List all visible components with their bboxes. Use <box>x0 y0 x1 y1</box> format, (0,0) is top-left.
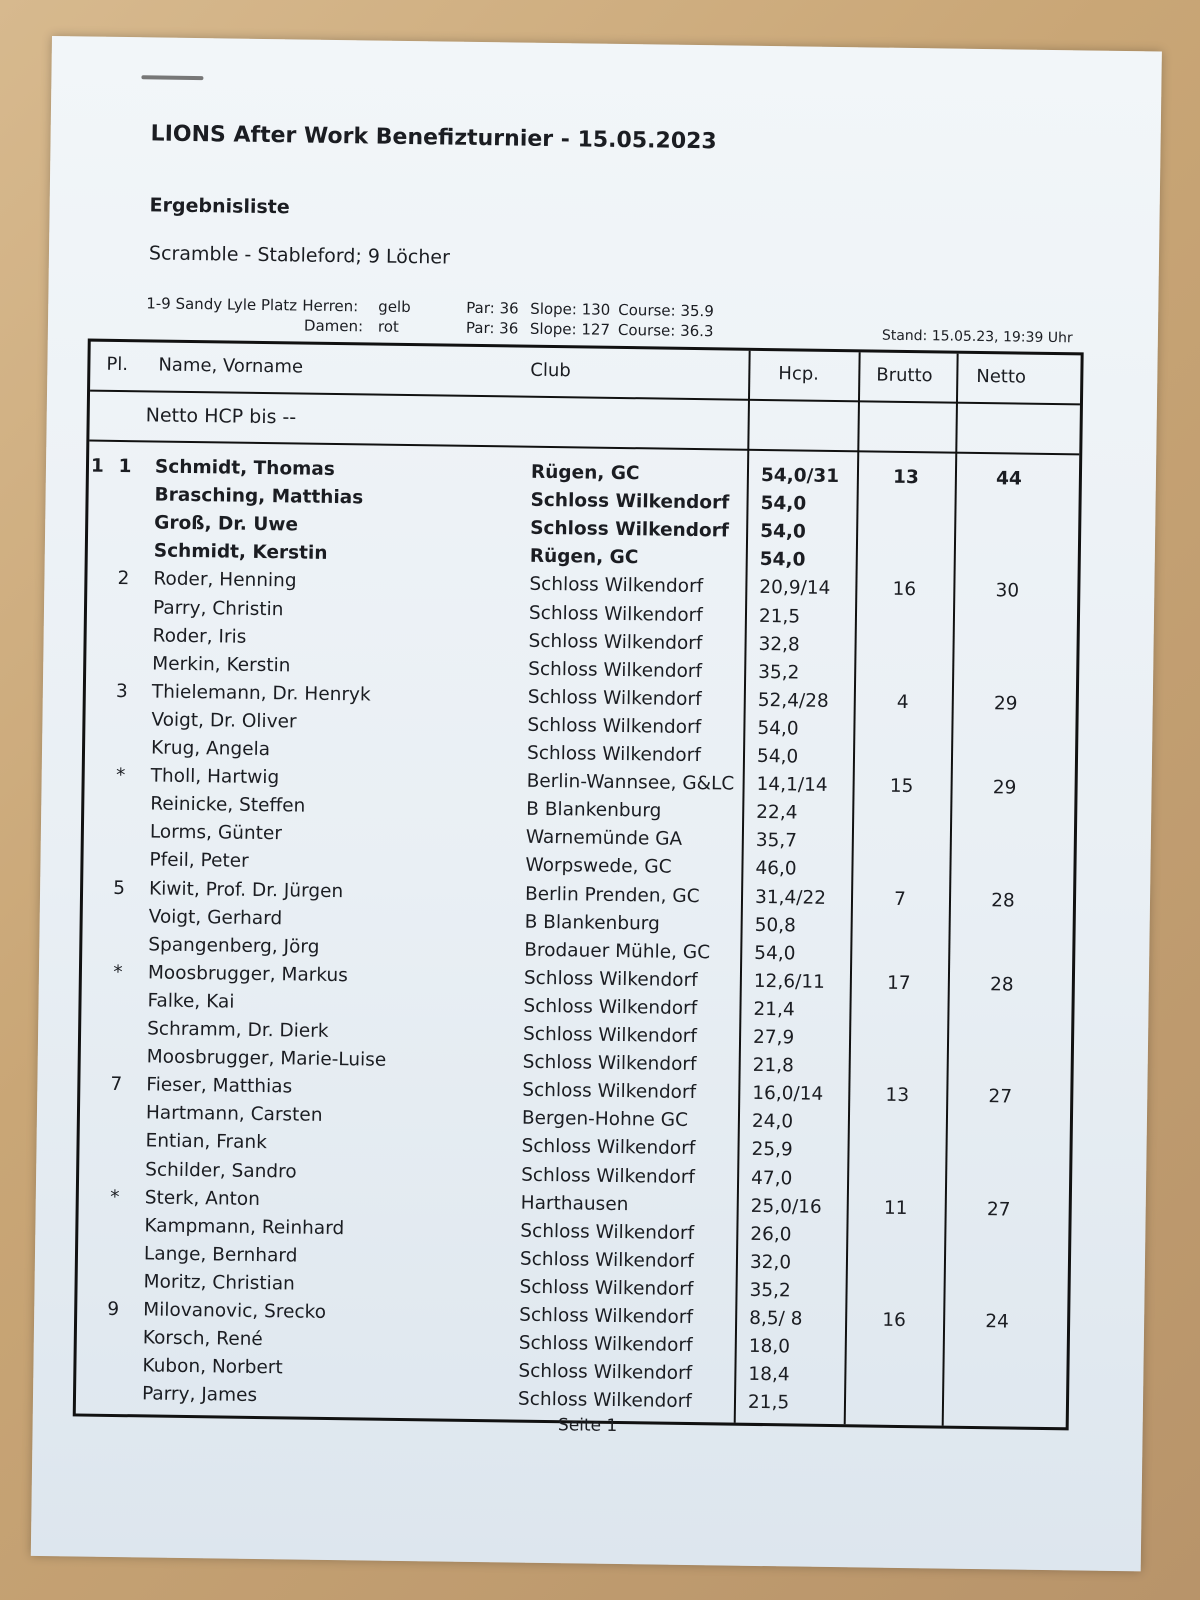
slope-herren: Slope: 130 <box>530 299 611 319</box>
name-cell: Spangenberg, Jörg <box>148 934 320 958</box>
par-herren: Par: 36 <box>466 298 519 318</box>
name-cell: Lorms, Günter <box>149 821 283 845</box>
hcp-cell: 31,4/22 <box>754 886 827 909</box>
netto-cell <box>954 833 1054 834</box>
netto-cell <box>950 1142 1050 1143</box>
brutto-cell <box>853 1056 943 1057</box>
brutto-cell <box>850 1225 940 1226</box>
club-cell: Bergen-Hohne GC <box>521 1107 689 1132</box>
netto-cell <box>949 1170 1049 1171</box>
name-cell: Falke, Kai <box>147 990 235 1013</box>
place-cell: 5 <box>113 877 126 899</box>
brutto-cell <box>849 1365 939 1366</box>
hcp-cell: 32,8 <box>758 633 800 656</box>
hcp-cell: 54,0 <box>754 942 796 965</box>
rating-damen: Course: 36.3 <box>617 320 714 341</box>
hcp-cell: 22,4 <box>756 802 798 824</box>
club-cell: Schloss Wilkendorf <box>519 1304 694 1329</box>
name-cell: Hartmann, Carsten <box>145 1102 323 1127</box>
club-cell: Schloss Wilkendorf <box>530 489 730 514</box>
col-header-pl: Pl. <box>106 353 129 376</box>
club-cell: Schloss Wilkendorf <box>530 517 730 542</box>
hcp-cell: 8,5/ 8 <box>749 1307 803 1330</box>
tee-color-damen: rot <box>377 317 400 336</box>
netto-cell <box>947 1339 1047 1340</box>
hcp-cell: 32,0 <box>749 1251 792 1274</box>
hcp-cell: 14,1/14 <box>756 774 828 796</box>
netto-cell <box>946 1395 1046 1396</box>
brutto-cell <box>861 494 951 495</box>
brutto-cell <box>850 1253 940 1254</box>
place-cell: 7 <box>110 1074 123 1096</box>
club-cell: Berlin Prenden, GC <box>524 883 700 907</box>
hcp-cell: 46,0 <box>755 858 797 880</box>
netto-cell: 28 <box>989 973 1014 996</box>
course-name: 1-9 Sandy Lyle Platz <box>146 294 298 315</box>
club-cell: Rügen, GC <box>530 461 640 485</box>
brutto-cell <box>858 719 948 720</box>
hcp-cell: 54,0/31 <box>760 464 840 488</box>
name-cell: Moritz, Christian <box>143 1271 295 1295</box>
brutto-cell <box>852 1113 942 1114</box>
name-cell: Schmidt, Kerstin <box>153 540 328 565</box>
place-cell: * <box>110 1186 120 1208</box>
hcp-cell: 54,0 <box>760 521 806 543</box>
netto-cell <box>954 861 1054 862</box>
name-cell: Reinicke, Steffen <box>150 793 306 817</box>
tee-label-damen: Damen: <box>303 316 364 336</box>
name-cell: Milovanovic, Srecko <box>143 1299 327 1323</box>
hcp-cell: 21,5 <box>747 1392 790 1414</box>
brutto-cell: 13 <box>885 1084 910 1107</box>
brutto-cell <box>854 944 944 945</box>
brutto-cell: 4 <box>896 691 909 713</box>
club-cell: Harthausen <box>520 1192 629 1215</box>
hcp-cell: 21,8 <box>752 1054 795 1077</box>
name-cell: Voigt, Dr. Oliver <box>151 709 297 733</box>
netto-cell <box>956 721 1056 722</box>
name-cell: Lange, Bernhard <box>143 1243 298 1267</box>
club-cell: Schloss Wilkendorf <box>527 686 702 710</box>
club-cell: Schloss Wilkendorf <box>520 1220 695 1244</box>
document-subtitle: Ergebnisliste <box>149 194 290 219</box>
timestamp: Stand: 15.05.23, 19:39 Uhr <box>881 327 1073 347</box>
club-cell: B Blankenburg <box>526 798 662 822</box>
netto-hcp-label: Netto HCP bis -- <box>145 404 297 429</box>
place-cell: * <box>113 961 123 983</box>
tournament-format: Scramble - Stableford; 9 Löcher <box>148 242 451 269</box>
netto-cell: 29 <box>992 777 1017 799</box>
hcp-cell: 21,5 <box>758 605 801 628</box>
club-cell: Schloss Wilkendorf <box>526 742 701 767</box>
hcp-cell: 47,0 <box>750 1167 793 1189</box>
hcp-cell: 25,9 <box>751 1139 793 1161</box>
club-cell: Schloss Wilkendorf <box>521 1136 696 1160</box>
netto-cell <box>955 749 1055 750</box>
place-cell: 2 <box>117 568 130 590</box>
name-cell: Parry, Christin <box>152 596 284 620</box>
brutto-cell <box>859 607 949 608</box>
par-damen: Par: 36 <box>465 318 519 338</box>
hcp-cell: 20,9/14 <box>759 577 831 600</box>
netto-cell <box>956 664 1056 665</box>
name-cell: Korsch, René <box>142 1327 263 1351</box>
hcp-cell: 50,8 <box>754 914 797 937</box>
name-cell: Voigt, Gerhard <box>148 906 283 929</box>
netto-cell <box>957 636 1057 637</box>
name-cell: Tholl, Hartwig <box>150 765 280 789</box>
col-header-netto: Netto <box>976 365 1027 388</box>
name-cell: Moosbrugger, Markus <box>147 962 349 987</box>
course-info <box>146 293 786 342</box>
hcp-cell: 16,0/14 <box>752 1083 824 1106</box>
club-cell: Schloss Wilkendorf <box>519 1276 694 1300</box>
hcp-cell: 24,0 <box>751 1111 794 1133</box>
club-cell: Schloss Wilkendorf <box>523 967 698 991</box>
hcp-cell: 54,0 <box>760 493 807 515</box>
name-cell: Roder, Henning <box>153 568 297 592</box>
hcp-cell: 18,0 <box>748 1335 791 1358</box>
netto-cell <box>954 805 1054 806</box>
club-cell: Berlin-Wannsee, G&LC <box>526 770 735 795</box>
staple-mark <box>141 75 203 80</box>
netto-cell <box>948 1226 1048 1227</box>
name-cell: Entian, Frank <box>145 1130 268 1154</box>
name-cell: Kampmann, Reinhard <box>144 1215 345 1239</box>
brutto-cell <box>853 1028 943 1029</box>
brutto-cell <box>856 803 946 804</box>
netto-cell <box>948 1283 1048 1284</box>
club-cell: Schloss Wilkendorf <box>522 1079 697 1104</box>
col-header-club: Club <box>530 359 571 382</box>
club-cell: Schloss Wilkendorf <box>517 1388 692 1413</box>
club-cell: B Blankenburg <box>524 911 660 935</box>
col-header-hcp: Hcp. <box>778 363 820 385</box>
brutto-cell <box>851 1169 941 1170</box>
brutto-cell <box>856 832 946 833</box>
hcp-cell: 35,7 <box>755 830 798 852</box>
hcp-cell: 35,2 <box>758 661 800 684</box>
netto-cell <box>947 1367 1047 1368</box>
brutto-cell <box>859 635 949 636</box>
club-cell: Schloss Wilkendorf <box>528 602 703 626</box>
name-cell: Roder, Iris <box>152 625 247 648</box>
brutto-cell <box>848 1394 938 1395</box>
col-header-name: Name, Vorname <box>158 354 304 378</box>
brutto-cell: 15 <box>889 775 914 798</box>
club-cell: Schloss Wilkendorf <box>518 1360 693 1385</box>
club-cell: Schloss Wilkendorf <box>528 630 703 654</box>
brutto-cell <box>856 860 946 861</box>
netto-cell <box>958 524 1058 525</box>
name-cell: Kubon, Norbert <box>142 1355 283 1379</box>
name-cell: Schmidt, Thomas <box>154 456 336 480</box>
place-cell: 9 <box>107 1298 120 1321</box>
netto-cell <box>958 552 1058 553</box>
hcp-cell: 54,0 <box>756 745 799 768</box>
brutto-cell <box>852 1141 942 1142</box>
netto-cell: 28 <box>991 889 1015 912</box>
netto-cell: 29 <box>993 693 1018 715</box>
name-cell: Groß, Dr. Uwe <box>154 512 299 536</box>
result-sheet <box>31 36 1162 1571</box>
name-cell: Sterk, Anton <box>144 1187 261 1210</box>
brutto-cell: 16 <box>882 1309 907 1332</box>
club-cell: Schloss Wilkendorf <box>527 714 702 739</box>
brutto-cell <box>860 551 950 552</box>
club-cell: Schloss Wilkendorf <box>522 1051 697 1076</box>
col-header-brutto: Brutto <box>876 364 933 387</box>
slope-damen: Slope: 127 <box>529 319 611 339</box>
name-cell: Fieser, Matthias <box>146 1074 293 1098</box>
brutto-cell: 16 <box>892 579 917 601</box>
place-cell: * <box>115 765 126 787</box>
netto-cell <box>950 1114 1050 1115</box>
brutto-cell <box>857 747 947 748</box>
hcp-cell: 54,0 <box>759 549 806 571</box>
netto-cell: 27 <box>988 1086 1013 1108</box>
place-cell: 3 <box>115 680 128 702</box>
name-cell: Krug, Angela <box>150 737 271 761</box>
name-cell: Merkin, Kerstin <box>152 653 291 677</box>
netto-cell <box>952 1002 1052 1003</box>
tee-color-herren: gelb <box>378 297 411 317</box>
club-cell: Schloss Wilkendorf <box>518 1332 693 1357</box>
club-cell: Schloss Wilkendorf <box>523 995 698 1019</box>
brutto-cell <box>855 916 945 917</box>
page-footer: Seite 1 <box>557 1415 618 1437</box>
netto-cell <box>957 608 1057 609</box>
brutto-cell <box>850 1281 940 1282</box>
netto-cell <box>959 496 1059 497</box>
name-cell: Moosbrugger, Marie-Luise <box>146 1046 387 1071</box>
club-cell: Schloss Wilkendorf <box>528 658 703 682</box>
hcp-cell: 35,2 <box>749 1279 791 1302</box>
netto-cell <box>952 945 1052 946</box>
netto-cell <box>953 917 1053 918</box>
name-cell: Schilder, Sandro <box>145 1158 297 1183</box>
document-title: LIONS After Work Benefizturnier - 15.05.2023 <box>150 121 717 155</box>
brutto-cell: 17 <box>886 972 911 994</box>
netto-cell: 30 <box>995 580 1020 602</box>
name-cell: Schramm, Dr. Dierk <box>146 1018 329 1042</box>
brutto-cell: 7 <box>893 888 907 910</box>
brutto-cell: 13 <box>892 466 919 489</box>
hcp-cell: 18,4 <box>748 1364 790 1386</box>
brutto-cell <box>858 663 948 664</box>
club-cell: Schloss Wilkendorf <box>519 1248 694 1272</box>
place-cell: 1 <box>118 455 132 478</box>
club-cell: Brodauer Mühle, GC <box>524 939 711 963</box>
club-cell: Schloss Wilkendorf <box>529 574 704 598</box>
club-cell: Warnemünde GA <box>525 826 683 851</box>
club-cell: Rügen, GC <box>529 546 639 569</box>
hcp-cell: 27,9 <box>752 1026 795 1049</box>
netto-cell: 44 <box>995 468 1022 490</box>
netto-cell <box>951 1030 1051 1031</box>
hcp-cell: 26,0 <box>750 1223 792 1246</box>
netto-cell: 24 <box>985 1311 1010 1333</box>
club-cell: Worpswede, GC <box>525 855 672 879</box>
name-cell: Kiwit, Prof. Dr. Jürgen <box>148 877 344 902</box>
netto-cell <box>951 1058 1051 1059</box>
name-cell: Pfeil, Peter <box>149 849 249 873</box>
hcp-cell: 21,4 <box>753 998 795 1021</box>
brutto-cell <box>854 1000 944 1001</box>
netto-cell: 27 <box>986 1198 1011 1221</box>
rating-herren: Course: 35.9 <box>618 300 714 321</box>
rank-cell: 1 <box>90 455 105 477</box>
club-cell: Schloss Wilkendorf <box>522 1023 698 1048</box>
name-cell: Thielemann, Dr. Henryk <box>151 681 371 706</box>
netto-cell <box>948 1254 1048 1255</box>
brutto-cell: 11 <box>883 1197 908 1219</box>
hcp-cell: 12,6/11 <box>753 970 825 993</box>
name-cell: Parry, James <box>141 1383 258 1407</box>
hcp-cell: 52,4/28 <box>757 689 829 712</box>
results-table <box>73 339 1084 1431</box>
hcp-cell: 54,0 <box>757 717 799 740</box>
brutto-cell <box>849 1337 939 1338</box>
hcp-cell: 25,0/16 <box>750 1195 822 1218</box>
club-cell: Schloss Wilkendorf <box>521 1164 696 1188</box>
name-cell: Brasching, Matthias <box>154 484 364 509</box>
brutto-cell <box>860 523 950 524</box>
tee-label-herren: Herren: <box>302 296 359 316</box>
